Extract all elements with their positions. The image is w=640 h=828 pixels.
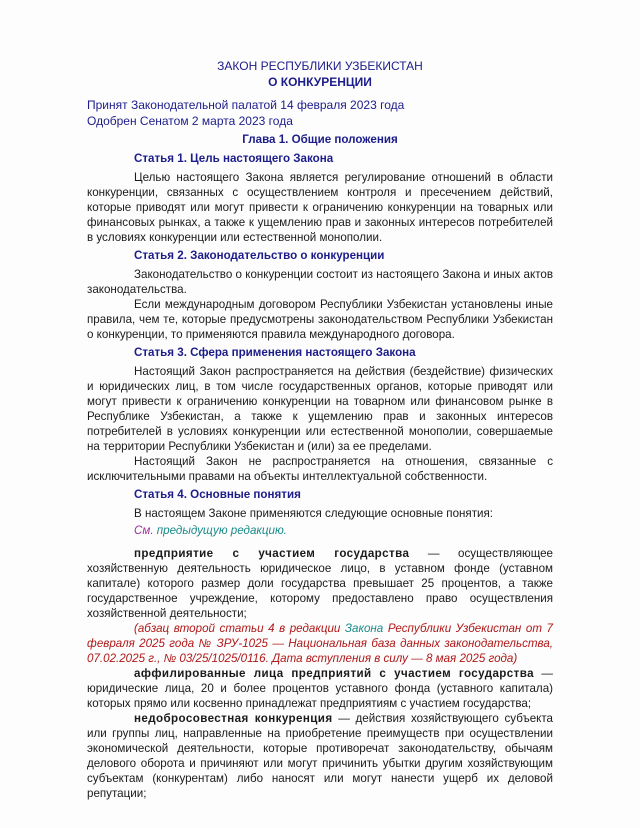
law-title: ЗАКОН РЕСПУБЛИКИ УЗБЕКИСТАН: [217, 59, 423, 73]
article-4-intro: В настоящем Законе применяются следующие основные понятия:: [134, 507, 493, 520]
definition-unfair-competition: [87, 711, 553, 801]
article-3-paragraph-2: Настоящий Закон не распространяется на отношения, связанные с исключительными правами на объекты интеллектуальной собственности.: [87, 455, 553, 483]
definition-text: — юридические лица, 20 и более процентов уставного фонда (уставного капитала) которых прямо или косвенно принадлежат предприятиям с участием государства;: [87, 667, 553, 710]
law-name: О КОНКУРЕНЦИИ: [268, 75, 372, 89]
law-document: [87, 58, 553, 801]
chapter-1-title: Глава 1. Общие положения: [242, 133, 398, 146]
definition-state-enterprise: [87, 546, 553, 621]
article-2-title: Статья 2. Законодательство о конкуренции: [134, 249, 385, 262]
see-previous-edition: [87, 523, 553, 538]
edition-note: [87, 621, 553, 666]
approved-line: Одобрен Сенатом 2 марта 2023 года: [87, 113, 293, 128]
adopted-line: Принят Законодательной палатой 14 февраля 2023 года: [87, 98, 405, 112]
definition-text: — осуществляющее хозяйственную деятельность юридическое лицо, в уставном фонде (уставном капитале) которого размер доли государства превышает 25 процентов, а также государственное учреждение, которому предоставлено право осуществления хозяйственной деятельности;: [87, 547, 554, 620]
term-unfair-competition: недобросовестная конкуренция: [134, 712, 333, 725]
article-2-paragraph-2: Если международным договором Республики Узбекистан установлены иные правила, чем те, которые предусмотрены законодательством Республики Узбекистан о конкуренции, то применяются правила международного договора.: [87, 298, 553, 341]
article-2-paragraph-1: Законодательство о конкуренции состоит из настоящего Закона и иных актов законодательства.: [87, 268, 553, 296]
article-1-title: Статья 1. Цель настоящего Закона: [134, 152, 334, 165]
definition-affiliated-persons: [87, 666, 553, 711]
law-link[interactable]: Закона: [344, 622, 384, 635]
article-3-paragraph-1: Настоящий Закон распространяется на действия (бездействие) физических и юридических лиц, в том числе государственных органов, которые приводят или могут привести к ограничению конкуренции на товарном или финансовом рынке в Республике Узбекистан, а также к ущемлению прав и законных интересов потребителей в условиях конкуренции или естественной монополии, совершаемые на территории Республики Узбекистан и (или) за ее пределами.: [87, 365, 553, 453]
see-prev-prefix: См.: [134, 524, 157, 537]
article-3-title: Статья 3. Сфера применения настоящего Закона: [134, 346, 416, 359]
article-1-paragraph: Целью настоящего Закона является регулирование отношений в области конкуренции, связанных с осуществлением контроля и пресечением действий, которые приводят или могут привести к ограничению конкуренции на товарных или финансовых рынках, а также к ущемлению прав и законных интересов потребителей в условиях конкуренции или естественной монополии.: [87, 171, 553, 244]
article-4-title: Статья 4. Основные понятия: [134, 488, 301, 501]
term-affiliated-persons: аффилированные лица предприятий с участием государства: [134, 667, 534, 680]
note-prefix: (абзац второй статьи 4 в редакции: [134, 622, 345, 635]
definition-text: — действия хозяйствующего субъекта или группы лиц, направленные на приобретение преимуществ при осуществлении экономической деятельности, которые противоречат законодательству, обычаям делового оборота и причиняют или могут причинить убытки другим хозяйствующим субъектам (конкурентам) либо наносят или могут нанести ущерб их деловой репутации;: [87, 712, 553, 800]
previous-edition-link[interactable]: предыдущую редакцию.: [156, 524, 287, 537]
note-suffix: Республики Узбекистан от 7 февраля 2025 года № ЗРУ-1025 — Национальная база данных законодательства, 07.02.2025 г., № 03/25/1025/0116. Дата вступления в силу — 8 мая 2025 года): [87, 622, 553, 665]
term-state-enterprise: предприятие с участием государства: [134, 547, 410, 560]
adoption-info: [87, 98, 553, 129]
